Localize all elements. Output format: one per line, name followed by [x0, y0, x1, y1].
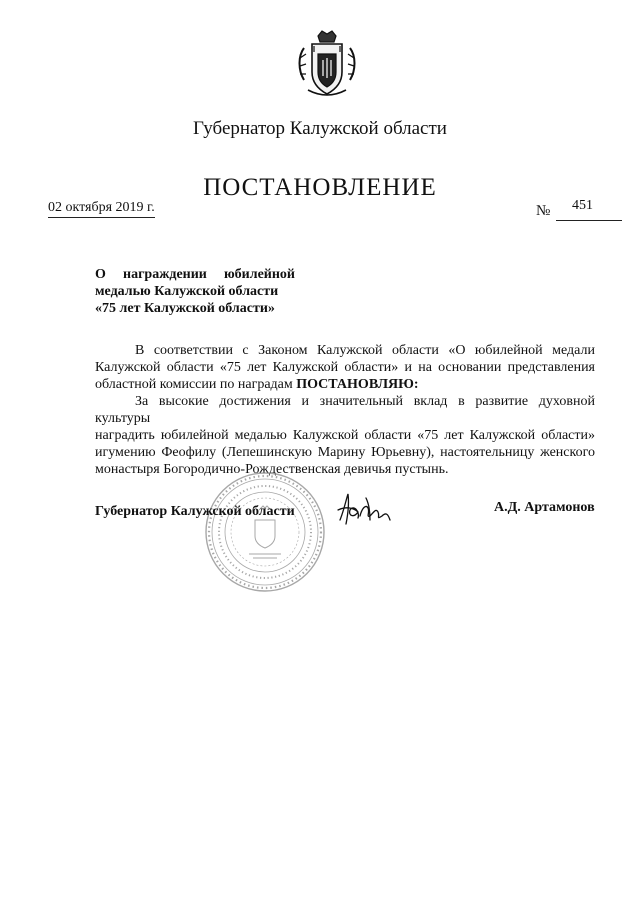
resolution-keyword: ПОСТАНОВЛЯЮ:	[296, 377, 419, 392]
paragraph-resolution	[95, 393, 595, 478]
document-number: 451	[572, 198, 593, 213]
official-seal	[203, 470, 327, 594]
body-line: наградить юбилейной медалью Калужской области «75 лет Калужской области»	[95, 428, 595, 443]
number-sign: №	[536, 203, 551, 219]
issuing-authority: Губернатор Калужской области	[193, 118, 447, 139]
paragraph-preamble	[95, 342, 595, 393]
body-line	[95, 376, 595, 393]
document-date: 02 октября 2019 г.	[48, 200, 155, 218]
body-line: монастыря Богородично-Рождественская девичья пустынь.	[95, 462, 449, 477]
body-line: В соответствии с Законом Калужской области «О юбилейной медали	[135, 343, 595, 358]
subject-heading	[95, 266, 295, 317]
subject-line: «75 лет Калужской области»	[95, 301, 275, 316]
handwritten-signature	[336, 490, 394, 532]
document-type-title: ПОСТАНОВЛЕНИЕ	[203, 174, 437, 201]
number-underline	[556, 220, 622, 221]
body-line: игумению Феофилу (Лепешинскую Марину Юрьевну), настоятельницу женского	[95, 445, 595, 460]
signatory-title: Губернатор Калужской области	[95, 504, 295, 519]
document-body	[95, 342, 595, 478]
signatory-name: А.Д. Артамонов	[494, 500, 595, 515]
body-line-text: областной комиссии по наградам	[95, 377, 293, 392]
subject-line: медалью Калужской области	[95, 284, 279, 299]
coat-of-arms-icon	[296, 30, 358, 100]
body-line: Калужской области «75 лет Калужской области» и на основании представления	[95, 360, 595, 375]
body-line: За высокие достижения и значительный вклад в развитие духовной культуры	[95, 394, 595, 426]
subject-line: О награждении юбилейной	[95, 267, 295, 282]
